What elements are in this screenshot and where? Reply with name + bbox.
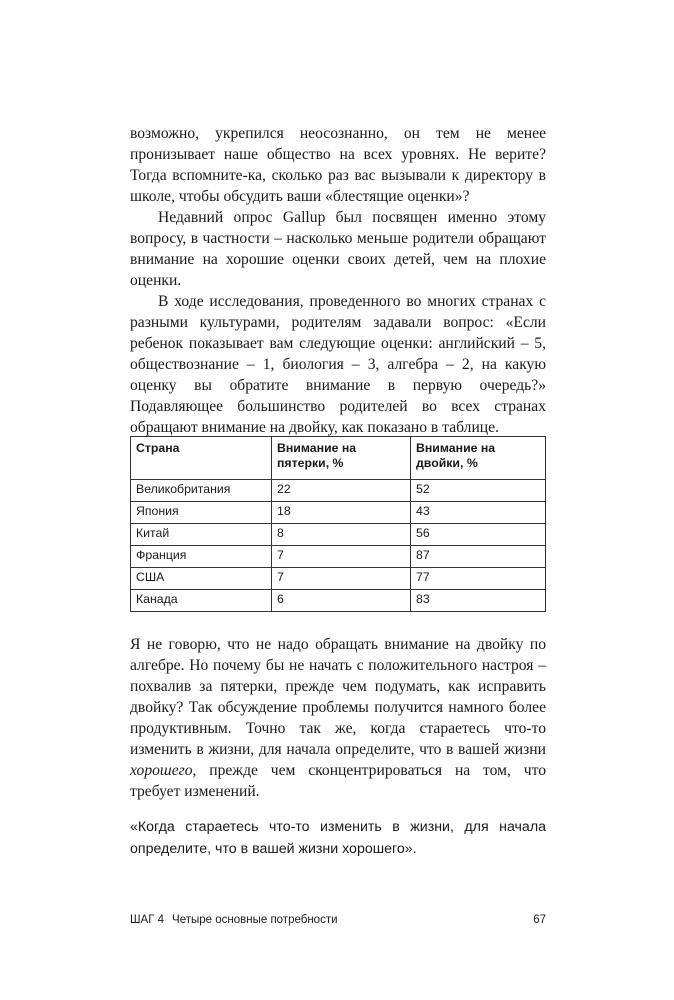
table-row: [131, 524, 546, 546]
body-text-middle: [130, 634, 546, 802]
column-header-country: Страна: [131, 437, 272, 480]
footer-step: ШАГ 4: [130, 914, 165, 926]
cell-twos: 43: [411, 502, 546, 524]
paragraph: возможно, укрепился неосознанно, он тем не менее пронизывает наше общество на всех уровнях. Не верите? Тогда вспомните-ка, сколько раз вас вызывали к директору в школе, чтобы обсудить ваши «блестящие оценки»?: [130, 125, 546, 205]
footer-chapter: Четыре основные потребности: [172, 914, 338, 926]
column-header-fives: Внимание на пятерки, %: [272, 437, 411, 480]
table-row: [131, 568, 546, 590]
cell-fives: 8: [272, 524, 411, 546]
cell-twos: 56: [411, 524, 546, 546]
cell-country: Китай: [131, 524, 272, 546]
table-row: [131, 480, 546, 502]
page-number: 67: [533, 914, 546, 926]
table-row: [131, 590, 546, 612]
cell-country: США: [131, 568, 272, 590]
cell-country: Япония: [131, 502, 272, 524]
cell-fives: 6: [272, 590, 411, 612]
table-header-row: [131, 437, 546, 480]
cell-twos: 83: [411, 590, 546, 612]
paragraph: В ходе исследования, проведенного во многих странах с разными культурами, родителям задавали вопрос: «Если ребенок показывает вам следующие оценки: английский – 5, обществознание – 1, биология – 3, алгебра – 2, на какую оценку вы обратите внимание в первую очередь?» Подавляющее большинство родителей во всех странах обращают внимание на двойку, как показано в таблице.: [130, 293, 546, 436]
grades-attention-table: [130, 436, 546, 612]
cell-twos: 87: [411, 546, 546, 568]
cell-twos: 77: [411, 568, 546, 590]
paragraph-text: , прежде чем сконцентрироваться на том, что требует изменений.: [130, 762, 546, 800]
table-row: [131, 546, 546, 568]
cell-fives: 22: [272, 480, 411, 502]
cell-country: Франция: [131, 546, 272, 568]
running-footer: [130, 914, 338, 926]
cell-country: Великобритания: [131, 480, 272, 502]
emphasized-word: хорошего: [130, 762, 193, 779]
cell-fives: 7: [272, 546, 411, 568]
paragraph-text: Я не говорю, что не надо обращать внимание на двойку по алгебре. Но почему бы не начать с положительного настроя – похвалив за пятерки, прежде чем подумать, как исправить двойку? Так обсуждение проблемы получится намного более продуктивным. Точно так же, когда стараетесь что-то изменить в жизни, для начала определите, что в вашей жизни: [130, 636, 546, 758]
body-text-top: [130, 123, 546, 438]
paragraph: Недавний опрос Gallup был посвящен именно этому вопросу, в частности – насколько меньше родители обращают внимание на хорошие оценки своих детей, чем на плохие оценки.: [130, 209, 546, 289]
cell-country: Канада: [131, 590, 272, 612]
paragraph: [130, 634, 546, 802]
pull-quote: «Когда стараетесь что-то изменить в жизни, для начала определите, что в вашей жизни хорошего».: [130, 819, 546, 857]
table-row: [131, 502, 546, 524]
cell-fives: 18: [272, 502, 411, 524]
page-footer: [130, 914, 546, 926]
cell-twos: 52: [411, 480, 546, 502]
cell-fives: 7: [272, 568, 411, 590]
column-header-twos: Внимание на двойки, %: [411, 437, 546, 480]
